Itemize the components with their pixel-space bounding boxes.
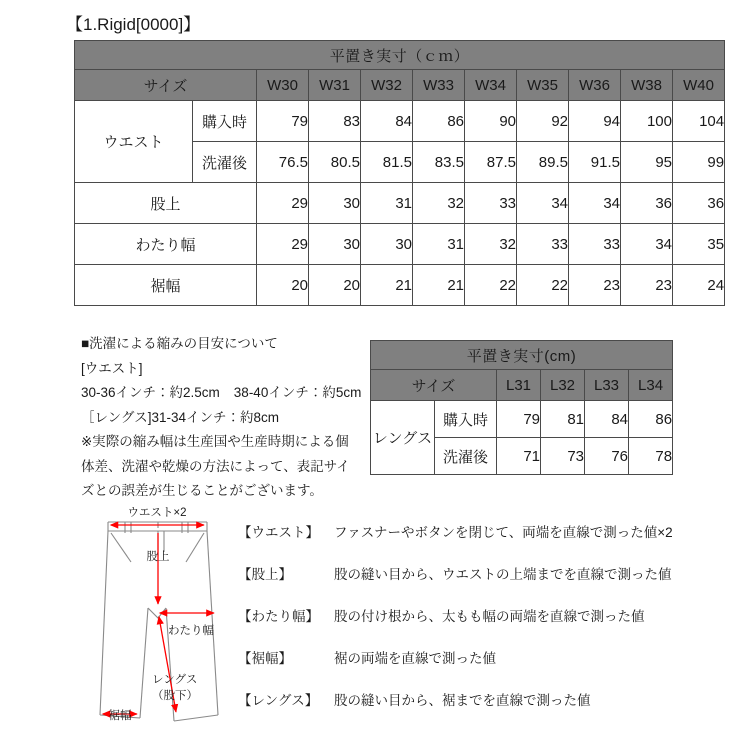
waist-size-col-w40: W40 xyxy=(673,70,725,101)
cell-thigh-w30: 29 xyxy=(257,224,309,265)
cell-waist-before-w32: 84 xyxy=(361,101,413,142)
cell-waist-before-w34: 90 xyxy=(465,101,517,142)
waist-size-col-w34: W34 xyxy=(465,70,517,101)
length-table-band-title: 平置き実寸(cm) xyxy=(371,341,673,370)
legend-item-waist xyxy=(238,521,738,563)
page-title: 【1.Rigid[0000]】 xyxy=(66,15,201,34)
diagram-label-thigh: わたり幅 xyxy=(168,625,214,637)
notes-waist-label: [ウエスト] xyxy=(81,360,143,376)
cell-thigh-w34: 32 xyxy=(465,224,517,265)
cell-length-after-l33: 76 xyxy=(585,438,629,475)
waist-size-col-w30: W30 xyxy=(257,70,309,101)
cell-waist-before-w33: 86 xyxy=(413,101,465,142)
cell-waist-after-w36: 91.5 xyxy=(569,142,621,183)
length-size-table-container xyxy=(370,340,673,475)
notes-waist-value-b: 38-40インチ：約5cm xyxy=(233,385,362,400)
cell-rise-w34: 33 xyxy=(465,183,517,224)
cell-rise-w35: 34 xyxy=(517,183,569,224)
cell-waist-before-w35: 92 xyxy=(517,101,569,142)
notes-waist-value-a: 30-36インチ：約2.5cm xyxy=(81,385,220,400)
legend-desc-rise: 股の縫い目から、ウエストの上端までを直線で測った値 xyxy=(334,567,672,582)
cell-length-after-l32: 73 xyxy=(541,438,585,475)
diagram-label-hem: 裾幅 xyxy=(108,710,132,722)
cell-hem-w40: 24 xyxy=(673,265,725,306)
length-size-col-l33: L33 xyxy=(585,370,629,401)
cell-waist-after-w33: 83.5 xyxy=(413,142,465,183)
cell-hem-w30: 20 xyxy=(257,265,309,306)
table-row xyxy=(75,265,725,306)
cell-thigh-w31: 30 xyxy=(309,224,361,265)
legend-desc-hem: 裾の両端を直線で測った値 xyxy=(334,651,496,666)
pants-measurement-diagram xyxy=(78,500,248,740)
cell-rise-w40: 36 xyxy=(673,183,725,224)
waist-table-header-row xyxy=(75,70,725,101)
cell-length-before-l31: 79 xyxy=(497,401,541,438)
legend-term-hem: 【裾幅】 xyxy=(238,651,292,666)
measurement-legend xyxy=(238,521,738,731)
length-size-col-l31: L31 xyxy=(497,370,541,401)
cell-waist-before-w38: 100 xyxy=(621,101,673,142)
sub-label-before-wash: 購入時 xyxy=(193,101,257,142)
length-size-col-l32: L32 xyxy=(541,370,585,401)
length-table-band-row xyxy=(371,341,673,370)
waist-size-col-w31: W31 xyxy=(309,70,361,101)
pants-diagram-svg xyxy=(78,500,248,740)
waist-size-col-w33: W33 xyxy=(413,70,465,101)
waist-size-col-w36: W36 xyxy=(569,70,621,101)
waist-size-col-w38: W38 xyxy=(621,70,673,101)
cell-rise-w38: 36 xyxy=(621,183,673,224)
cell-thigh-w40: 35 xyxy=(673,224,725,265)
notes-disclaimer: ※実際の縮み幅は生産国や生産時期による個体差、洗濯や乾燥の方法によって、表記サイズとの誤差が生じることがございます。 xyxy=(81,434,350,498)
cell-waist-after-w34: 87.5 xyxy=(465,142,517,183)
cell-thigh-w33: 31 xyxy=(413,224,465,265)
cell-length-before-l34: 86 xyxy=(629,401,673,438)
diagram-label-length-2: （股下） xyxy=(152,690,198,702)
table-row xyxy=(371,401,673,438)
cell-hem-w35: 22 xyxy=(517,265,569,306)
waist-size-col-w35: W35 xyxy=(517,70,569,101)
cell-waist-after-w32: 81.5 xyxy=(361,142,413,183)
row-label-rise: 股上 xyxy=(75,183,257,224)
cell-thigh-w38: 34 xyxy=(621,224,673,265)
diagram-label-waist: ウエスト×2 xyxy=(127,507,187,519)
cell-rise-w33: 32 xyxy=(413,183,465,224)
cell-waist-after-w40: 99 xyxy=(673,142,725,183)
length-table-header-row xyxy=(371,370,673,401)
legend-term-length: 【レングス】 xyxy=(238,693,319,708)
notes-length-values: ［レングス]31-34インチ：約8cm xyxy=(81,409,280,425)
cell-thigh-w32: 30 xyxy=(361,224,413,265)
length-sub-label-after-wash: 洗濯後 xyxy=(435,438,497,475)
table-row xyxy=(75,101,725,142)
row-label-length: レングス xyxy=(371,401,435,475)
legend-term-waist: 【ウエスト】 xyxy=(238,525,319,540)
cell-hem-w34: 22 xyxy=(465,265,517,306)
sub-label-after-wash: 洗濯後 xyxy=(193,142,257,183)
table-row xyxy=(75,183,725,224)
cell-waist-after-w30: 76.5 xyxy=(257,142,309,183)
legend-item-hem xyxy=(238,647,738,689)
notes-heading: ■洗濯による縮みの目安について xyxy=(81,336,278,351)
waist-size-table-container xyxy=(74,40,725,306)
notes-waist-values xyxy=(81,381,361,406)
cell-hem-w32: 21 xyxy=(361,265,413,306)
waist-size-col-w32: W32 xyxy=(361,70,413,101)
waist-size-table xyxy=(74,40,725,306)
cell-rise-w32: 31 xyxy=(361,183,413,224)
legend-item-thigh xyxy=(238,605,738,647)
cell-waist-before-w31: 83 xyxy=(309,101,361,142)
cell-rise-w36: 34 xyxy=(569,183,621,224)
length-table-size-header: サイズ xyxy=(371,370,497,401)
legend-term-rise: 【股上】 xyxy=(238,567,292,582)
cell-rise-w30: 29 xyxy=(257,183,309,224)
length-size-col-l34: L34 xyxy=(629,370,673,401)
diagram-label-length-1: レングス xyxy=(152,674,198,686)
diagram-label-rise: 股上 xyxy=(146,551,170,563)
row-label-thigh: わたり幅 xyxy=(75,224,257,265)
cell-length-after-l31: 71 xyxy=(497,438,541,475)
cell-rise-w31: 30 xyxy=(309,183,361,224)
cell-hem-w31: 20 xyxy=(309,265,361,306)
cell-waist-after-w38: 95 xyxy=(621,142,673,183)
cell-length-before-l32: 81 xyxy=(541,401,585,438)
shrinkage-notes xyxy=(81,332,361,504)
waist-table-size-header: サイズ xyxy=(75,70,257,101)
cell-hem-w33: 21 xyxy=(413,265,465,306)
legend-desc-thigh: 股の付け根から、太もも幅の両端を直線で測った値 xyxy=(334,609,645,624)
length-sub-label-before-wash: 購入時 xyxy=(435,401,497,438)
cell-waist-after-w35: 89.5 xyxy=(517,142,569,183)
legend-item-rise xyxy=(238,563,738,605)
cell-hem-w36: 23 xyxy=(569,265,621,306)
cell-waist-after-w31: 80.5 xyxy=(309,142,361,183)
row-label-hem: 裾幅 xyxy=(75,265,257,306)
legend-term-thigh: 【わたり幅】 xyxy=(238,609,319,624)
waist-table-band-title: 平置き実寸（ｃｍ） xyxy=(75,41,725,70)
cell-waist-before-w30: 79 xyxy=(257,101,309,142)
table-row xyxy=(75,224,725,265)
cell-waist-before-w36: 94 xyxy=(569,101,621,142)
cell-length-after-l34: 78 xyxy=(629,438,673,475)
row-label-waist: ウエスト xyxy=(75,101,193,183)
waist-table-band-row xyxy=(75,41,725,70)
cell-thigh-w35: 33 xyxy=(517,224,569,265)
legend-desc-waist: ファスナーやボタンを閉じて、両端を直線で測った値×2 xyxy=(334,525,673,540)
legend-desc-length: 股の縫い目から、裾までを直線で測った値 xyxy=(334,693,591,708)
cell-waist-before-w40: 104 xyxy=(673,101,725,142)
legend-item-length xyxy=(238,689,738,731)
cell-length-before-l33: 84 xyxy=(585,401,629,438)
length-size-table xyxy=(370,340,673,475)
cell-thigh-w36: 33 xyxy=(569,224,621,265)
cell-hem-w38: 23 xyxy=(621,265,673,306)
